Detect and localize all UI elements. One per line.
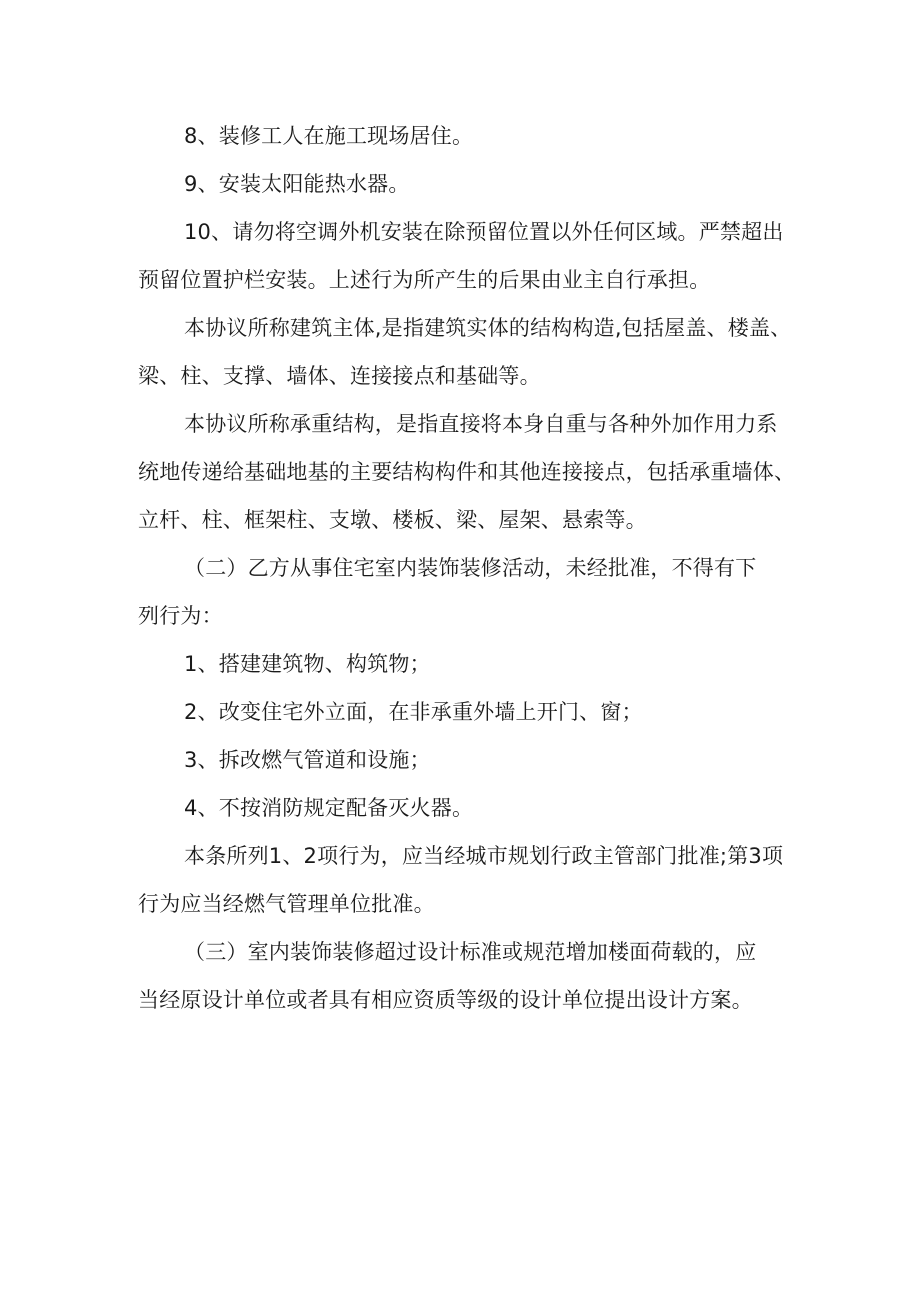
paragraph-line-13: 2、改变住宅外立面，在非承重外墙上开门、窗；	[184, 700, 643, 724]
paragraph-line-5: 本协议所称建筑主体,是指建筑实体的结构构造,包括屋盖、楼盖、	[184, 316, 792, 340]
paragraph-line-14: 3、拆改燃气管道和设施；	[184, 748, 431, 772]
paragraph-line-6: 梁、柱、支撑、墙体、连接接点和基础等。	[138, 364, 541, 388]
paragraph-line-7: 本协议所称承重结构，是指直接将本身自重与各种外加作用力系	[184, 412, 778, 436]
paragraph-line-1: 8、装修工人在施工现场居住。	[184, 124, 474, 148]
paragraph-line-12: 1、搭建建筑物、构筑物；	[184, 652, 431, 676]
paragraph-line-19: 当经原设计单位或者具有相应资质等级的设计单位提出设计方案。	[138, 988, 753, 1012]
paragraph-line-4: 预留位置护栏安装。上述行为所产生的后果由业主自行承担。	[138, 268, 711, 292]
paragraph-line-18: （三）室内装饰装修超过设计标准或规范增加楼面荷载的，应	[184, 940, 757, 964]
paragraph-line-16: 本条所列1、2项行为，应当经城市规划行政主管部门批准;第3项	[184, 844, 784, 868]
paragraph-line-2: 9、安装太阳能热水器。	[184, 172, 410, 196]
paragraph-line-10: （二）乙方从事住宅室内装饰装修活动，未经批准，不得有下	[184, 556, 757, 580]
paragraph-line-11: 列行为：	[138, 604, 223, 628]
paragraph-line-8: 统地传递给基础地基的主要结构构件和其他连接接点，包括承重墙体、	[138, 460, 796, 484]
paragraph-line-17: 行为应当经燃气管理单位批准。	[138, 892, 435, 916]
paragraph-line-9: 立杆、柱、框架柱、支墩、楼板、梁、屋架、悬索等。	[138, 508, 647, 532]
paragraph-line-3: 10、请勿将空调外机安装在除预留位置以外任何区域。严禁超出	[184, 220, 784, 244]
paragraph-line-15: 4、不按消防规定配备灭火器。	[184, 796, 474, 820]
